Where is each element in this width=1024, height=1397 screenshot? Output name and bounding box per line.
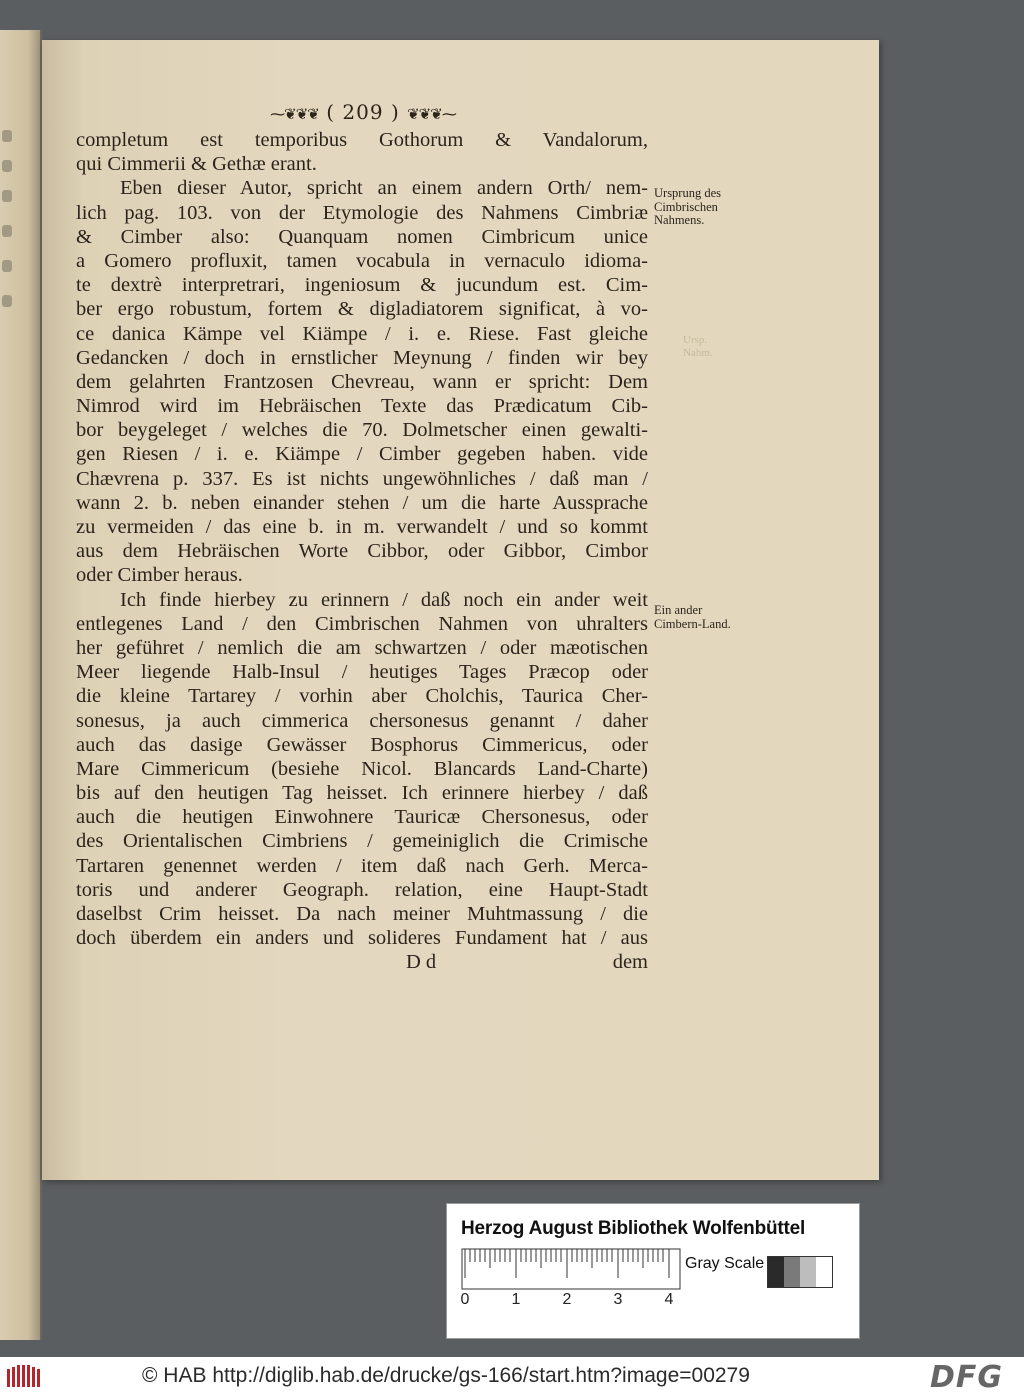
dfg-logo: DFG [930,1360,1004,1395]
text-line: entlegenes Land / den Cimbrischen Nahmen von uhralters [76,612,648,635]
text-line: des Orientalischen Cimbriens / gemeiniglich die Crimische [76,830,648,853]
footer-bar [0,1357,1024,1397]
card-title: Herzog August Bibliothek Wolfenbüttel [461,1218,806,1239]
ruler-label-3: 3 [613,1291,623,1308]
signature-mark: D d [406,951,437,974]
measure-ruler [461,1248,681,1328]
text-line: Eben dieser Autor, spricht an einem andern Orth/ nem- [120,177,648,200]
margin-note-origin: Ursprung des Cimbrischen Nahmens. [654,186,722,227]
text-line: Meer liegende Halb-Insul / heutiges Tages Præcop oder [76,661,648,684]
text-line: dem gelahrten Frantzosen Chevreau, wann er spricht: Dem [76,370,648,393]
text-line: auch das dasige Gewässer Bosphorus Cimmericus, oder [76,733,648,756]
text-line: doch überdem ein anders und solideres Fundament hat / aus [76,927,648,950]
ruler-label-4: 4 [664,1291,674,1308]
running-header [258,101,468,123]
swatch-dark [768,1257,784,1287]
text-line: her geführet / nemlich die am schwartzen / oder mæotischen [76,636,648,659]
bleed-mark [2,260,12,272]
text-line: bor beygeleget / welches die 70. Dolmetscher einen gewalti- [76,419,648,442]
swatch-white [816,1257,832,1287]
text-line: oder Cimber heraus. [76,564,243,587]
text-line: lich pag. 103. von der Etymologie des Nahmens Cimbriæ [76,201,648,224]
catchword: dem [612,951,648,974]
text-line: Mare Cimmericum (besiehe Nicol. Blancards Land-Charte) [76,757,648,780]
bleed-mark [2,225,12,237]
page-number: ( 209 ) [326,100,400,124]
header-ornament-right: ❦❦❦⁓ [407,105,456,123]
hab-logo-icon [6,1363,42,1391]
text-line: a Gomero profluxit, tamen vocabula in vernaculo idioma- [76,249,648,272]
bleed-mark [2,160,12,172]
text-line: Nimrod wird im Hebräischen Texte das Prædicatum Cib- [76,395,648,418]
ruler-label-1: 1 [511,1291,521,1308]
ruler-label-2: 2 [562,1291,572,1308]
bleed-mark [2,295,12,307]
permalink-url[interactable]: © HAB http://diglib.hab.de/drucke/gs-166/start.htm?image=00279 [142,1364,750,1387]
body-text [76,128,648,975]
gray-scale-swatches [767,1256,833,1288]
text-line: completum est temporibus Gothorum & Vandalorum, [76,129,648,151]
text-line: aus dem Hebräischen Worte Cibbor, oder Gibbor, Cimbor [76,540,648,563]
gray-scale-label: Gray Scale [685,1255,765,1272]
text-line: Ich finde hierbey zu erinnern / daß noch ein ander weit [120,588,648,611]
text-line: bis auf den heutigen Tag heisset. Ich erinnere hierbey / daß [76,782,648,805]
text-line: ber ergo robustum, fortem & digladiatorem significat, à vo- [76,298,648,321]
text-line: ce danica Kämpe vel Kiämpe / i. e. Riese. Fast gleiche [76,322,648,345]
text-line: qui Cimmerii & Gethæ erant. [76,153,317,176]
text-line: die kleine Tartarey / vorhin aber Cholchis, Taurica Cher- [76,685,648,708]
calibration-card [446,1203,860,1339]
left-page-edge [0,30,42,1340]
margin-note-land: Ein ander Cimbern-Land. [654,603,731,631]
text-line: Chævrena p. 337. Es ist nichts ungewöhnliches / daß man / [76,467,648,490]
ruler-label-0: 0 [461,1291,470,1308]
header-ornament-left: ⁓❦❦❦ [270,105,319,123]
text-line: toris und anderer Geograph. relation, eine Haupt-Stadt [76,878,648,901]
text-line: wann 2. b. neben einander stehen / um die harte Aussprache [76,491,648,514]
faint-bleed-through: Ursp. Nahm. [683,334,713,359]
text-line: sonesus, ja auch cimmerica chersonesus genannt / daher [76,709,648,732]
text-line: te dextrè interpretrari, ingeniosum & jucundum est. Cim- [76,274,648,297]
text-line: auch die heutigen Einwohnere Tauricæ Chersonesus, oder [76,806,648,829]
text-line: Gedancken / doch in ernstlicher Meynung / finden wir bey [76,346,648,369]
text-line: gen Riesen / i. e. Kiämpe / Cimber gegeben haben. vide [76,443,648,466]
text-line: & Cimber also: Quanquam nomen Cimbricum unice [76,225,648,248]
bleed-mark [2,190,12,202]
signature-line [76,950,648,974]
bleed-mark [2,130,12,142]
text-line: Tartaren genennet werden / item daß nach Gerh. Merca- [76,854,648,877]
swatch-light [800,1257,816,1287]
text-line: daselbst Crim heisset. Da nach meiner Muhtmassung / die [76,903,648,925]
text-line: zu vermeiden / das eine b. in m. verwandelt / und so kommt [76,516,648,538]
swatch-mid [784,1257,800,1287]
